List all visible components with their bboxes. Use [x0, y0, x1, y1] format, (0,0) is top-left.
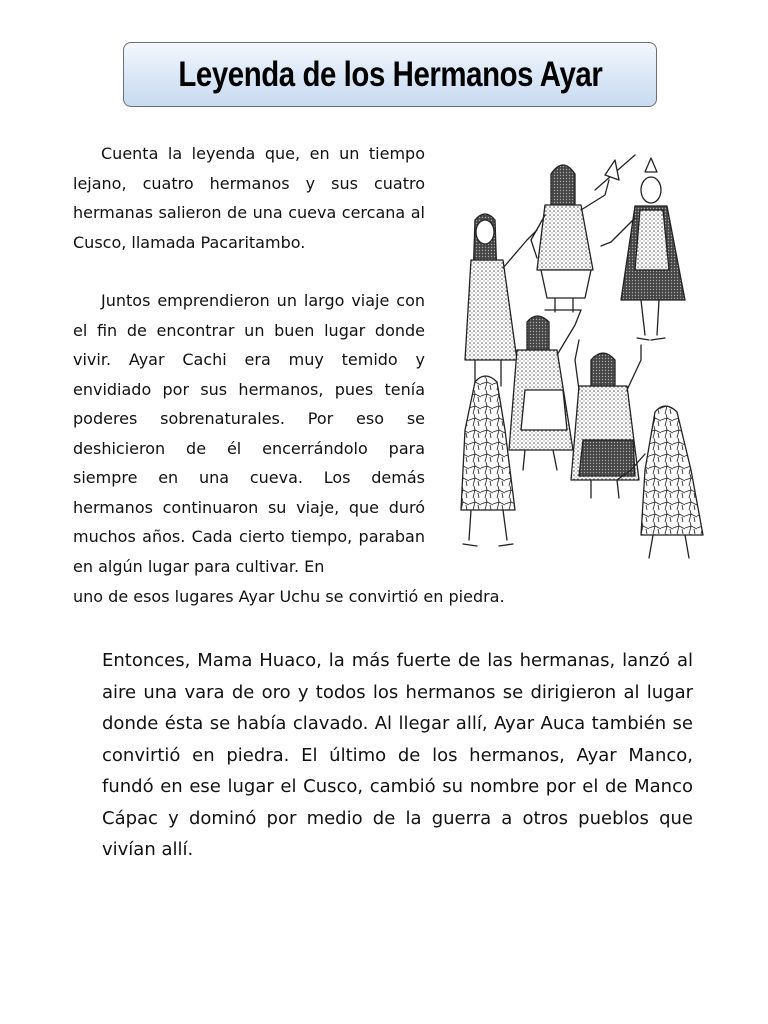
paragraph-2: Juntos emprendieron un largo viaje con el fin de encontrar un buen lugar donde vivir. Ayar Cachi era muy temido y envidiado por sus hermanos, pues tenía poderes sobrenaturales. Por eso se deshicieron de él encerrándolo para siempre en una cueva. Los demás hermanos continuaron su viaje, que duró muchos años. Cada cierto tiempo, paraban en algún lugar para cultivar. En — [73, 291, 425, 576]
figure-center-right — [571, 340, 641, 498]
paragraph-2-last-line: uno de esos lugares Ayar Uchu se convirtió en piedra. — [73, 587, 505, 606]
figure-stone-left — [461, 376, 515, 546]
figure-center-left — [509, 310, 581, 470]
figure-ayar-manco — [601, 158, 685, 340]
paragraph-1: Cuenta la leyenda que, en un tiempo lejano, cuatro hermanos y sus cuatro hermanas salieron de una cueva cercana al Cusco, llamada Pacaritambo. — [73, 144, 425, 252]
paragraph-3: Entonces, Mama Huaco, la más fuerte de las hermanas, lanzó al aire una vara de oro y todos los hermanos se dirigieron al lugar donde ésta se había clavado. Al llegar allí, Ayar Auca también se convirtió en piedra. El último de los hermanos, Ayar Manco, fundó en ese lugar el Cusco, cambió su nombre por el de Manco Cápac y dominó por medio de la guerra a otros pueblos que vivían allí. — [102, 650, 693, 860]
page-title: Leyenda de los Hermanos Ayar — [178, 54, 602, 94]
hermanos-ayar-illustration — [445, 150, 713, 565]
title-banner — [123, 42, 657, 107]
